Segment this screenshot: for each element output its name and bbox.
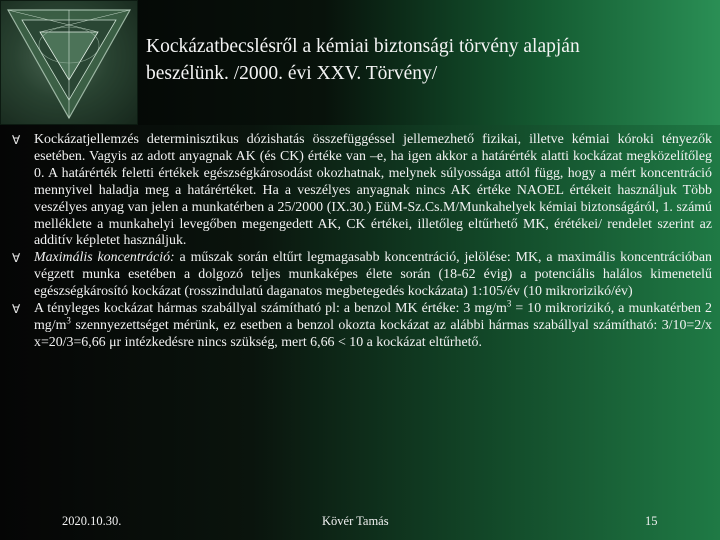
arrow-bullet-icon: ∀: [12, 251, 21, 266]
slide-emblem-image: [0, 0, 138, 125]
bullet-item-risk-characterization: [12, 132, 712, 250]
bullet-list: [12, 132, 712, 352]
bullet-text: Kockázatjellemzés determinisztikus dózishatás összefüggéssel jellemezhető fizikai, illetve kémiai kóroki tényezők esetében. Vagyis az adott anyagnak AK (és CK) értéke van –e, ha igen akkor a határérték alatti kockázat megközelítőleg 0. A határérték feletti értékek egészségkárosodást okozhatnak, melynek súlyossága attól függ, hogy a mért koncentráció mennyivel haladja meg a határértéket. Ha a veszélyes anyagnak nincs AK értéke NAOEL értékeit használjuk Több veszélyes anyag van jelen a munkatérben a 25/2000 (IX.30.) EüM-Sz.Cs.M/Munkahelyek kémiai biztonságáról, 1. számú melléklete a munkahelyi levegőben megengedett AK, CK értékei, illetőleg eltűrhető MK, érétékei/ rendelet szerint az additív képletet használjuk.: [34, 132, 712, 249]
bullet-term: Maximális koncentráció:: [34, 250, 175, 266]
bullet-item-maximum-concentration: [12, 250, 712, 301]
arrow-bullet-icon: ∀: [12, 302, 21, 317]
footer-date: 2020.10.30.: [62, 514, 122, 528]
bullet-text: a műszak során eltűrt legmagasabb koncentráció, jelölése: MK, a maximális koncentrációban végzett munka esetében a dolgozó teljes munkaképes élete során (18-62 évig) a potenciális halálos kimenetelű egészségkárosító kockázat (rosszindulatú daganatos megbetegedés kockázata) 1:105/év (10 mikrorizikó/év): [34, 250, 712, 300]
superscript: 3: [506, 298, 512, 309]
bullet-text-part-c: szennyezettséget mérünk, ez esetben a benzol okozta kockázat az alábbi hármas szabállyal számítható: 3/10=2/x x=20/3=6,66 μr intézkedésre nincs szükség, mert 6,66 < 10 a kockázat eltűrhető.: [34, 317, 712, 350]
bullet-item-actual-risk: [12, 298, 712, 352]
footer-author: Kövér Tamás: [322, 514, 389, 528]
footer-page-number: 15: [645, 514, 658, 528]
bullet-text-part-a: A tényleges kockázat hármas szabállyal számítható pl: a benzol MK értéke: 3 mg/m: [34, 301, 507, 317]
superscript: 3: [66, 315, 71, 326]
slide-title-line-1: Kockázatbecslésről a kémiai biztonsági törvény alapján: [146, 36, 580, 57]
slide-title-line-2: beszélünk. /2000. évi XXV. Törvény/: [146, 63, 438, 84]
arrow-bullet-icon: ∀: [12, 133, 21, 147]
slide-title: [146, 33, 706, 87]
bullet-text-part-b: = 10 mikrorizikó, a munkatérben 2 mg/m: [34, 301, 712, 333]
